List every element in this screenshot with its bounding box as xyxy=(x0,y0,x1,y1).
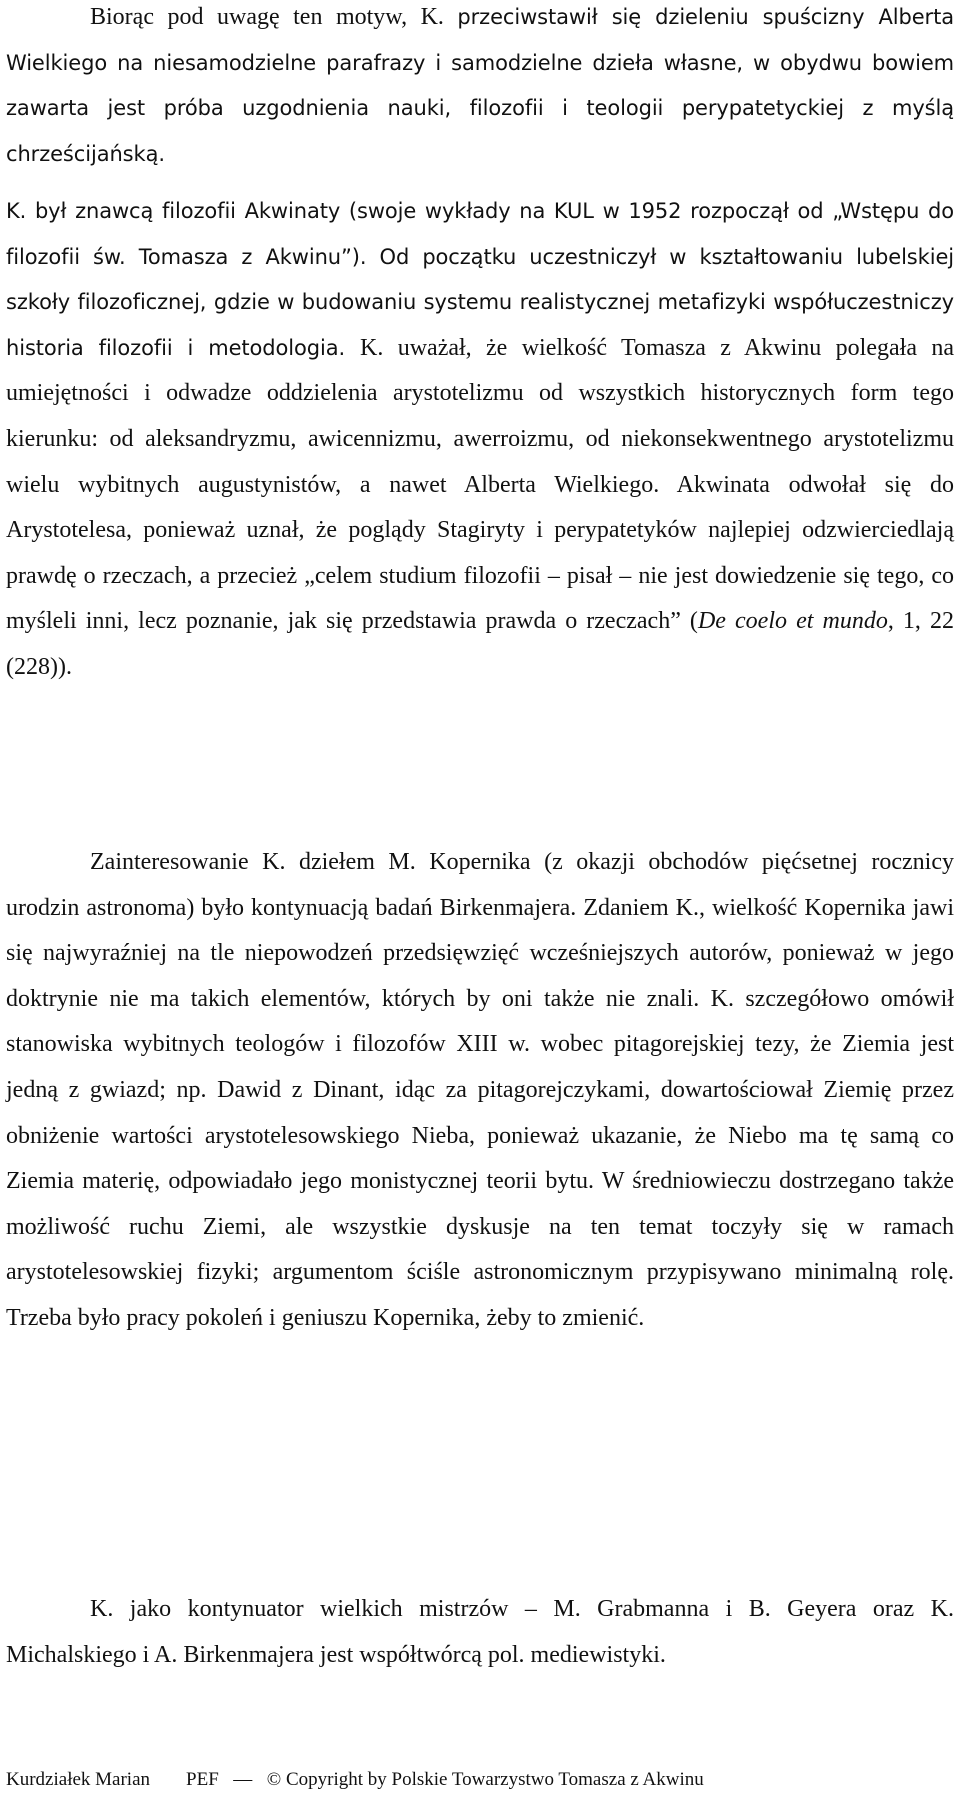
footer-source: PEF xyxy=(186,1769,219,1790)
paragraph-2-body-sans: K. był znawcą filozofii Akwinaty (swoje wykłady na KUL w 1952 rozpoczął od „Wstępu do filozofii św. Tomasza z Akwinu”). Od początku uczestniczył w kształtowaniu lubelskiej szkoły filozoficznej, gdzie w budowaniu systemu realistycznej metafizyki współuczestniczy historia filozofii i metodologia. xyxy=(6,199,954,360)
footer-author: Kurdziałek Marian xyxy=(6,1769,151,1790)
paragraph-1-body: przeciwstawił się dzieleniu spuścizny Alberta Wielkiego na niesamodzielne parafrazy i samodzielne dzieła własne, w obydwu bowiem zawarta jest próba uzgodnienia nauki, filozofii i teologii perypatetyckiej z myślą chrześcijańską. xyxy=(6,5,954,166)
paragraph-2-citation-title: De coelo et mundo xyxy=(697,608,888,635)
footer-dash: — xyxy=(233,1769,253,1790)
paragraph-1-lead: Biorąc pod uwagę ten motyw, K. xyxy=(90,4,458,30)
paragraph-2-citation-ref: , 1, 22 (228)). xyxy=(6,608,955,680)
paragraph-1 xyxy=(6,0,954,177)
paragraph-3: Zainteresowanie K. dziełem M. Kopernika (z okazji obchodów pięćsetnej rocznicy urodzin astronoma) było kontynuacją badań Birkenmajera. Zdaniem K., wielkość Kopernika jawi się najwyraźniej na tle niepowodzeń przedsięwzięć wcześniejszych autorów, ponieważ w jego doktrynie nie ma takich elementów, których by oni także nie znali. K. szczegółowo omówił stanowiska wybitnych teologów i filozofów XIII w. wobec pitagorejskiej tezy, że Ziemia jest jedną z gwiazd; np. Dawid z Dinant, idąc za pitagorejczykami, dowartościował Ziemię przez obniżenie wartości arystotelesowskiego Nieba, ponieważ ukazanie, że Niebo ma tę samą co Ziemia materię, odpowiadało jego monistycznej teorii bytu. W średniowieczu dostrzegano także możliwość ruchu Ziemi, ale wszystkie dyskusje na ten temat toczyły się w ramach arystotelesowskiej fizyki; argumentom ściśle astronomicznym przypisywano minimalną rolę. Trzeba było pracy pokoleń i geniuszu Kopernika, żeby to zmienić. xyxy=(6,849,954,1331)
paragraph-4: K. jako kontynuator wielkich mistrzów – M. Grabmanna i B. Geyera oraz K. Michalskiego i A. Birkenmajera jest współtwórcą pol. mediewistyki. xyxy=(6,1596,954,1668)
page-footer xyxy=(6,1768,954,1792)
footer-copyright: © Copyright by Polskie Towarzystwo Tomasza z Akwinu xyxy=(266,1769,704,1790)
paragraph-2-body-serif: K. uważał, że wielkość Tomasza z Akwinu polegała na umiejętności i odwadze oddzielenia arystotelizmu od wszystkich historycznych form tego kierunku: od aleksandryzmu, awicennizmu, awerroizmu, od niekonsekwentnego arystotelizmu wielu wybitnych augustynistów, a nawet Alberta Wielkiego. Akwinata odwołał się do Arystotelesa, ponieważ uznał, że poglądy Stagiryty i perypatetyków najlepiej odzwierciedlają prawdę o rzeczach, a przecież „celem studium filozofii – pisał – nie jest dowiedzenie się tego, co myśleli inni, lecz poznanie, jak się przedstawia prawda o rzeczach” ( xyxy=(6,334,954,635)
paragraph-2 xyxy=(6,189,954,691)
